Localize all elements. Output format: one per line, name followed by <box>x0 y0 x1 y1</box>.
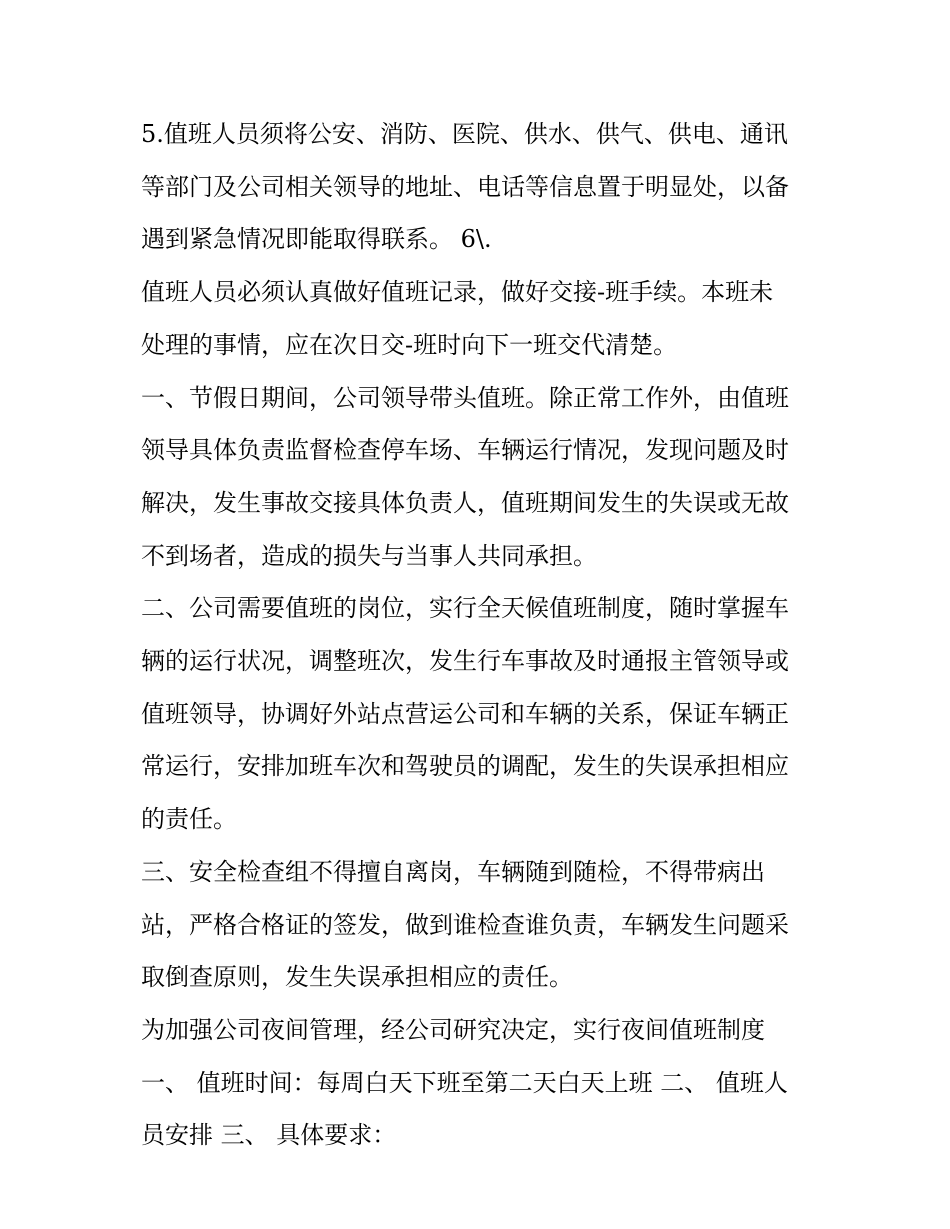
text-line: 遇到紧急情况即能取得联系。 6\. <box>141 225 492 254</box>
text-line: 取倒查原则，发生失误承担相应的责任。 <box>141 963 573 992</box>
text-line: 解决，发生事故交接具体负责人，值班期间发生的失误或无故 <box>141 488 789 517</box>
text-line: 等部门及公司相关领导的地址、电话等信息置于明显处，以备 <box>141 172 789 201</box>
text-line: 员安排 三、 具体要求： <box>141 1121 397 1150</box>
text-line: 三、安全检查组不得擅自离岗，车辆随到随检，不得带病出 <box>141 857 765 886</box>
paragraph-duty-contacts <box>141 108 821 266</box>
text-line: 辆的运行状况，调整班次，发生行车事故及时通报主管领导或 <box>141 647 789 676</box>
paragraph-night-duty-items <box>141 1057 821 1162</box>
paragraph-safety-inspection <box>141 846 821 1004</box>
document-body <box>141 108 821 1162</box>
text-line: 处理的事情，应在次日交-班时向下一班交代清楚。 <box>141 330 678 359</box>
paragraph-holiday-duty <box>141 372 821 583</box>
paragraph-full-time-duty <box>141 582 821 846</box>
text-line: 值班领导，协调好外站点营运公司和车辆的关系，保证车辆正 <box>141 699 789 728</box>
text-line: 为加强公司夜间管理，经公司研究决定，实行夜间值班制度 <box>141 1015 765 1044</box>
text-line: 一、节假日期间，公司领导带头值班。除正常工作外，由值班 <box>141 383 789 412</box>
text-line: 的责任。 <box>141 805 237 834</box>
paragraph-night-duty-intro <box>141 1004 821 1057</box>
text-line: 站，严格合格证的签发，做到谁检查谁负责，车辆发生问题采 <box>141 910 789 939</box>
paragraph-duty-records <box>141 266 821 371</box>
text-line: 二、公司需要值班的岗位，实行全天候值班制度，随时掌握车 <box>141 594 789 623</box>
text-line: 不到场者，造成的损失与当事人共同承担。 <box>141 541 597 570</box>
text-line: 5.值班人员须将公安、消防、医院、供水、供气、供电、通讯 <box>141 120 788 148</box>
text-line: 领导具体负责监督检查停车场、车辆运行情况，发现问题及时 <box>141 436 789 465</box>
text-line: 值班人员必须认真做好值班记录，做好交接-班手续。本班未 <box>141 278 774 307</box>
text-line: 常运行，安排加班车次和驾驶员的调配，发生的失误承担相应 <box>141 752 789 781</box>
text-line: 一、 值班时间：每周白天下班至第二天白天上班 二、 值班人 <box>141 1068 788 1097</box>
